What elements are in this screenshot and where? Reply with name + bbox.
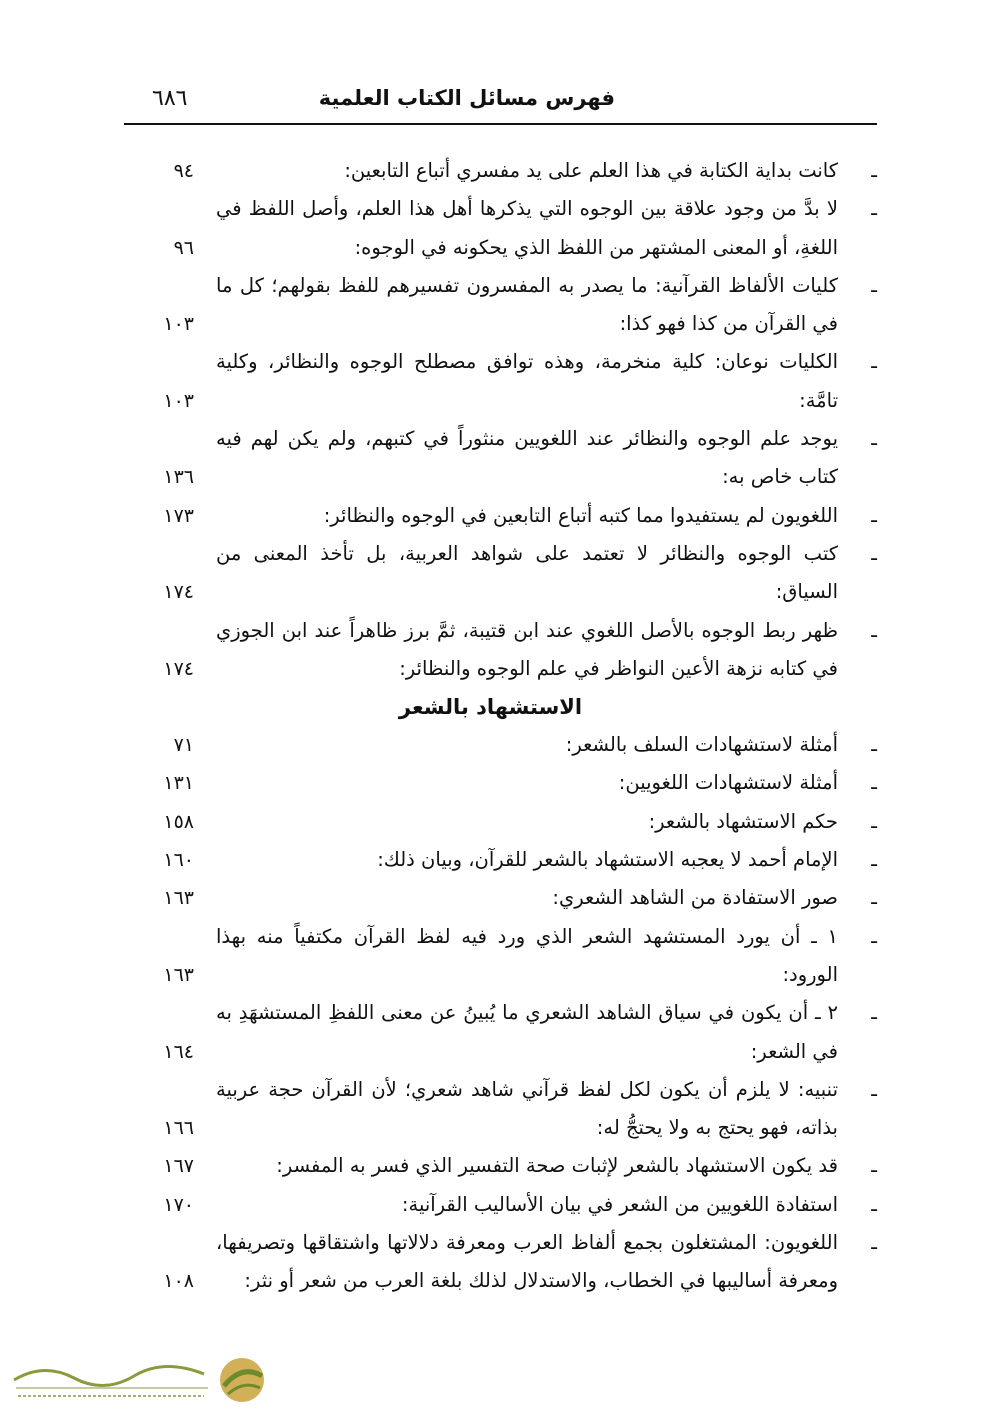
entry-page-ref: ١٧٤ xyxy=(163,657,194,680)
entry-text: كليات الألفاظ القرآنية: ما يصدر به المفسرون تفسيرهم للفظ بقولهم؛ كل ما في القرآن من كذا فهو كذا: xyxy=(216,273,838,336)
entry-dash: ـ xyxy=(871,886,877,910)
entry-text: الكليات نوعان: كلية منخرمة، وهذه توافق مصطلح الوجوه والنظائر، وكلية تامَّة: xyxy=(216,350,838,412)
entry-page-ref: ١٧٤ xyxy=(163,581,194,604)
entry-text: ٢ ـ أن يكون في سياق الشاهد الشعري ما يُبينُ عن معنى اللفظِ المستشهَدِ به في الشعر: xyxy=(216,1001,838,1063)
index-entry xyxy=(124,726,877,764)
entry-page-ref: ٩٦ xyxy=(173,236,194,259)
entry-text: كانت بداية الكتابة في هذا العلم على يد مفسري أتباع التابعين: xyxy=(344,159,838,182)
index-entry xyxy=(124,497,877,535)
entry-text: لا بدَّ من وجود علاقة بين الوجوه التي يذكرها أهل هذا العلم، وأصل اللفظ في اللغةِ، أو المعنى المشتهر من اللفظ الذي يحكونه في الوجوه: xyxy=(216,197,838,259)
entry-dash: ـ xyxy=(871,733,877,757)
index-entry xyxy=(124,343,877,420)
entry-dash: ـ xyxy=(871,809,877,833)
entry-text: استفادة اللغويين من الشعر في بيان الأساليب القرآنية: xyxy=(401,1192,838,1216)
index-entry xyxy=(124,879,877,917)
running-title: فهرس مسائل الكتاب العلمية xyxy=(318,86,615,110)
section-heading: الاستشهاد بالشعر xyxy=(398,695,583,720)
entry-dash: ـ xyxy=(871,350,877,374)
entry-dash: ـ xyxy=(871,197,877,221)
entries-part-2 xyxy=(124,726,877,1300)
entry-dash: ـ xyxy=(871,503,877,527)
entry-text: أمثلة لاستشهادات السلف بالشعر: xyxy=(565,733,838,757)
entry-page-ref: ١٦٧ xyxy=(163,1155,194,1178)
entry-dash: ـ xyxy=(871,924,877,948)
entry-dash: ـ xyxy=(871,771,877,795)
entry-dash: ـ xyxy=(871,159,877,182)
index-entry xyxy=(124,1071,877,1148)
entry-dash: ـ xyxy=(871,1231,877,1255)
entry-text: يوجد علم الوجوه والنظائر عند اللغويين منثوراً في كتبهم، ولم يكن لهم فيه كتاب خاص به: xyxy=(216,427,838,489)
index-entry xyxy=(124,764,877,802)
entry-dash: ـ xyxy=(871,427,877,451)
entry-page-ref: ١٦٣ xyxy=(163,963,194,986)
entry-page-ref: ١٧٠ xyxy=(163,1193,194,1216)
header-rule xyxy=(124,123,877,125)
index-entry xyxy=(124,612,877,689)
entry-page-ref: ١٠٣ xyxy=(163,389,194,412)
entry-dash: ـ xyxy=(871,541,877,565)
entry-text: اللغويون: المشتغلون بجمع ألفاظ العرب ومعرفة دلالاتها واشتقاقها وتصريفها، ومعرفة أساليبها في الخطاب، والاستدلال لذلك بلغة العرب من شعر أو نثر: xyxy=(216,1231,838,1293)
index-entry xyxy=(124,1147,877,1185)
entry-page-ref: ١٧٣ xyxy=(163,504,194,527)
entry-dash: ـ xyxy=(871,848,877,872)
entry-page-ref: ٧١ xyxy=(173,734,194,757)
entry-dash: ـ xyxy=(871,1001,877,1025)
entry-text: كتب الوجوه والنظائر لا تعتمد على شواهد العربية، بل تأخذ المعنى من السياق: xyxy=(216,541,838,604)
entry-page-ref: ١٣٦ xyxy=(163,466,194,489)
entry-dash: ـ xyxy=(871,618,877,642)
index-entry xyxy=(124,994,877,1071)
index-entry xyxy=(124,1224,877,1301)
index-entry xyxy=(124,803,877,841)
index-entry xyxy=(124,152,877,190)
entry-text: الإمام أحمد لا يعجبه الاستشهاد بالشعر للقرآن، وبيان ذلك: xyxy=(377,848,838,872)
entry-text: صور الاستفادة من الشاهد الشعري: xyxy=(552,886,838,910)
entry-page-ref: ١٦٣ xyxy=(163,887,194,910)
entry-page-ref: ١٦٤ xyxy=(163,1040,194,1063)
page-number: ٦٨٦ xyxy=(152,86,188,111)
entry-page-ref: ٩٤ xyxy=(173,160,194,182)
entry-dash: ـ xyxy=(871,1154,877,1178)
entry-text: اللغويون لم يستفيدوا مما كتبه أتباع التابعين في الوجوه والنظائر: xyxy=(323,503,838,527)
entry-page-ref: ١٣١ xyxy=(163,772,194,795)
index-entry xyxy=(124,267,877,344)
index-content xyxy=(124,152,877,1301)
publisher-logo xyxy=(4,1350,266,1408)
entry-text: ١ ـ أن يورد المستشهد الشعر الذي ورد فيه لفظ القرآن مكتفياً منه بهذا الورود: xyxy=(216,924,838,986)
entry-text: أمثلة لاستشهادات اللغويين: xyxy=(618,771,838,795)
entry-page-ref: ١٥٨ xyxy=(163,810,194,833)
index-entry xyxy=(124,190,877,267)
entry-page-ref: ١٦٠ xyxy=(163,849,194,872)
entry-text: تنبيه: لا يلزم أن يكون لكل لفظ قرآني شاهد شعري؛ لأن القرآن حجة عربية بذاته، فهو يحتج به ولا يحتجُّ له: xyxy=(216,1077,838,1140)
index-entry xyxy=(124,535,877,612)
entry-page-ref: ١٠٣ xyxy=(163,313,194,336)
entry-text: حكم الاستشهاد بالشعر: xyxy=(648,809,838,833)
index-entry xyxy=(124,1186,877,1224)
index-entry xyxy=(124,918,877,995)
index-entry xyxy=(124,841,877,879)
entry-dash: ـ xyxy=(871,273,877,297)
entries-part-1 xyxy=(124,152,877,688)
index-entry xyxy=(124,420,877,497)
entry-page-ref: ١٦٦ xyxy=(163,1117,194,1140)
entry-text: ظهر ربط الوجوه بالأصل اللغوي عند ابن قتيبة، ثمَّ برز ظاهراً عند ابن الجوزي في كتابه نزهة الأعين النواظر في علم الوجوه والنظائر: xyxy=(216,618,838,680)
entry-dash: ـ xyxy=(871,1192,877,1216)
entry-page-ref: ١٠٨ xyxy=(163,1270,194,1293)
entry-dash: ـ xyxy=(871,1077,877,1101)
entry-text: قد يكون الاستشهاد بالشعر لإثبات صحة التفسير الذي فسر به المفسر: xyxy=(276,1154,838,1178)
